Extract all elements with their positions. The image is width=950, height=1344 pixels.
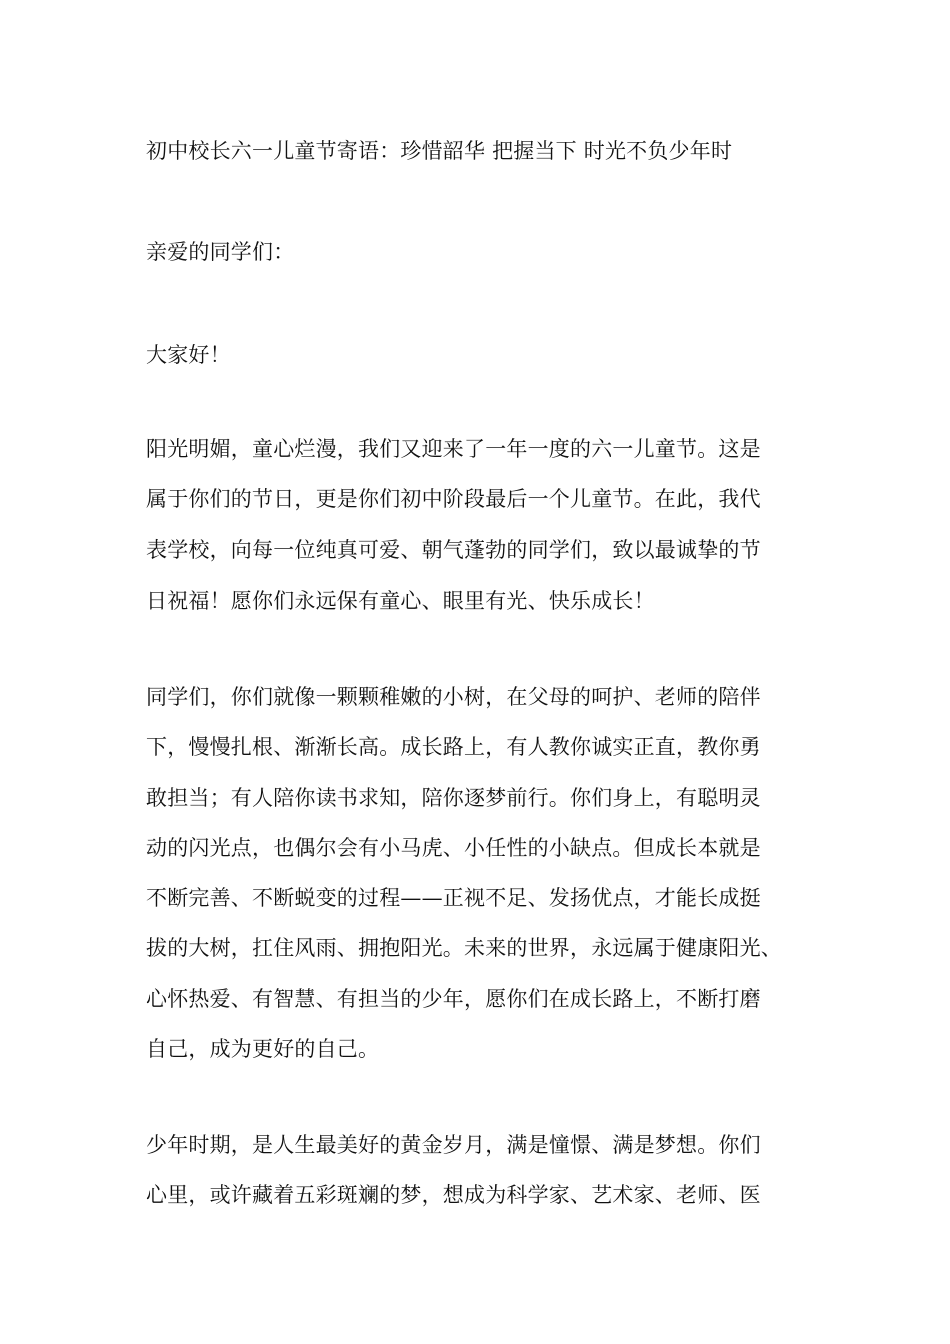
greeting: 大家好！: [146, 343, 231, 367]
paragraph-line: 属于你们的节日，更是你们初中阶段最后一个儿童节。在此，我代: [146, 487, 761, 511]
paragraph-line: 日祝福！愿你们永远保有童心、眼里有光、快乐成长！: [146, 589, 655, 613]
paragraph-line: 敢担当；有人陪你读书求知，陪你逐梦前行。你们身上，有聪明灵: [146, 786, 761, 810]
paragraph-line: 少年时期，是人生最美好的黄金岁月，满是憧憬、满是梦想。你们: [146, 1133, 761, 1157]
paragraph-line: 不断完善、不断蜕变的过程——正视不足、发扬优点，才能长成挺: [146, 886, 761, 910]
paragraph-line: 自己，成为更好的自己。: [146, 1037, 380, 1061]
document-title: 初中校长六一儿童节寄语：珍惜韶华 把握当下 时光不负少年时: [146, 139, 733, 163]
salutation: 亲爱的同学们：: [146, 240, 295, 264]
paragraph-line: 动的闪光点，也偶尔会有小马虎、小任性的小缺点。但成长本就是: [146, 836, 761, 860]
paragraph-line: 表学校，向每一位纯真可爱、朝气蓬勃的同学们，致以最诚挚的节: [146, 538, 761, 562]
paragraph-line: 心里，或许藏着五彩斑斓的梦，想成为科学家、艺术家、老师、医: [146, 1183, 761, 1207]
paragraph-line: 阳光明媚，童心烂漫，我们又迎来了一年一度的六一儿童节。这是: [146, 437, 761, 461]
paragraph-line: 同学们，你们就像一颗颗稚嫩的小树，在父母的呵护、老师的陪伴: [146, 685, 761, 709]
paragraph-line: 心怀热爱、有智慧、有担当的少年，愿你们在成长路上，不断打磨: [146, 987, 761, 1011]
paragraph-line: 下，慢慢扎根、渐渐长高。成长路上，有人教你诚实正直，教你勇: [146, 735, 761, 759]
paragraph-line: 拔的大树，扛住风雨、拥抱阳光。未来的世界，永远属于健康阳光、: [146, 936, 782, 960]
